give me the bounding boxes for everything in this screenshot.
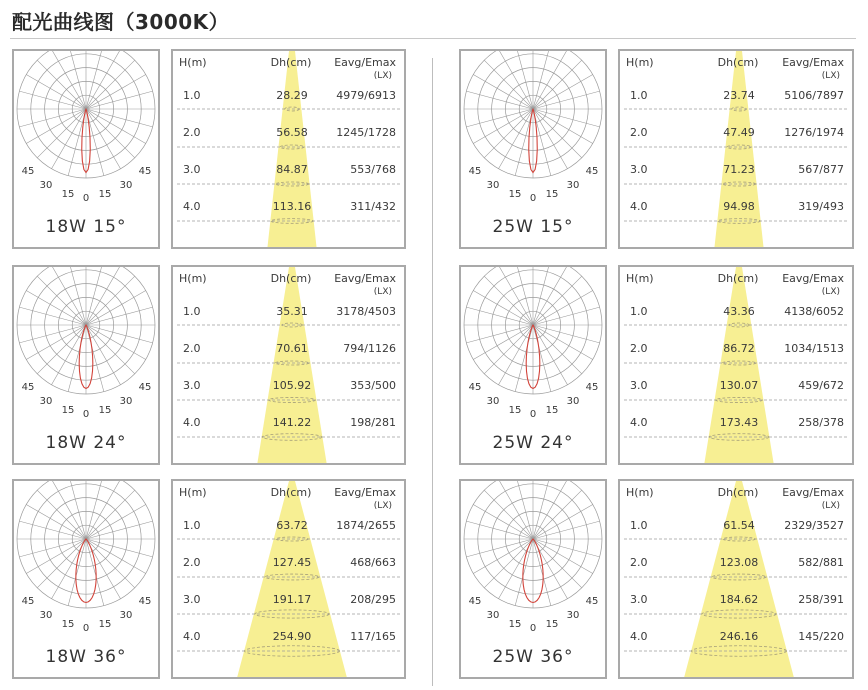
grid-spoke [26,291,86,326]
grid-spoke [533,75,593,110]
angle-label: 30 [39,180,53,191]
panel-caption: 18W 36° [45,647,127,667]
table-svg [173,51,404,247]
grid-spoke [533,60,582,109]
angle-label: 0 [82,193,90,204]
row-height: 1.0 [183,89,201,102]
row-height: 1.0 [630,89,648,102]
grid-spoke [484,490,533,539]
grid-spoke [533,276,582,325]
polar-grid [17,51,155,178]
angle-label: 45 [138,596,152,607]
row-illuminance: 5106/7897 [784,89,844,102]
grid-spoke [533,539,582,588]
grid-spoke [466,91,533,109]
row-diameter: 127.45 [272,556,312,569]
grid-spoke [86,109,153,127]
row-diameter: 86.72 [723,342,755,355]
grid-spoke [533,109,568,169]
row-diameter: 254.90 [272,630,312,643]
grid-spoke [484,276,533,325]
grid-spoke [86,75,146,110]
row-height: 2.0 [630,556,648,569]
angle-label: 0 [82,409,90,420]
table-svg [620,481,852,677]
row-diameter: 113.16 [272,200,312,213]
header-diameter: Dh(cm) [270,272,312,285]
row-illuminance: 582/881 [798,556,844,569]
row-illuminance: 145/220 [798,630,844,643]
row-illuminance: 208/295 [350,593,396,606]
grid-spoke [86,521,153,539]
angle-label: 45 [21,166,35,177]
table-svg [620,267,852,463]
grid-spoke [533,109,600,127]
row-illuminance: 2329/3527 [784,519,844,532]
angle-label: 15 [545,619,559,630]
row-diameter: 173.43 [719,416,759,429]
angle-label: 15 [98,189,112,200]
grid-spoke [86,109,135,158]
row-height: 3.0 [630,163,648,176]
row-height: 4.0 [630,630,648,643]
grid-spoke [473,539,533,574]
grid-spoke [37,276,86,325]
grid-spoke [484,109,533,158]
angle-label: 45 [21,382,35,393]
angle-label: 45 [468,596,482,607]
angle-label: 30 [486,180,500,191]
grid-spoke [533,291,593,326]
row-illuminance: 1245/1728 [336,126,396,139]
row-illuminance: 553/768 [350,163,396,176]
grid-spoke [499,109,534,169]
grid-spoke [19,539,86,557]
grid-spoke [466,539,533,557]
polar-grid [464,267,602,394]
grid-spoke [37,325,86,374]
grid-spoke [68,325,86,392]
angle-label: 30 [566,610,580,621]
polar-chart-18w-15 [12,49,160,249]
grid-spoke [86,109,121,169]
header-unit: (LX) [373,287,392,297]
panel-caption: 25W 15° [492,217,574,237]
header-unit: (LX) [821,71,840,81]
angle-label: 45 [585,382,599,393]
grid-spoke [533,109,582,158]
grid-spoke [86,109,146,144]
row-diameter: 35.31 [276,305,308,318]
polar-chart-25w-36 [459,479,607,679]
header-height: H(m) [626,56,654,69]
angle-label: 15 [98,619,112,630]
header-diameter: Dh(cm) [270,486,312,499]
polar-chart-25w-24 [459,265,607,465]
row-diameter: 47.49 [723,126,755,139]
row-height: 4.0 [183,416,201,429]
beam-table-25w-24 [618,265,854,465]
row-illuminance: 1276/1974 [784,126,844,139]
polar-grid [464,481,602,608]
polar-grid [17,481,155,608]
header-diameter: Dh(cm) [717,56,759,69]
grid-spoke [86,325,153,343]
grid-spoke [19,325,86,343]
angle-label: 0 [529,193,537,204]
grid-spoke [473,291,533,326]
row-height: 2.0 [183,556,201,569]
row-illuminance: 4979/6913 [336,89,396,102]
polar-chart-25w-15 [459,49,607,249]
row-diameter: 61.54 [723,519,755,532]
grid-spoke [86,539,135,588]
header-illuminance: Eavg/Emax [334,272,396,285]
header-diameter: Dh(cm) [270,56,312,69]
polar-chart-18w-36 [12,479,160,679]
angle-label: 45 [585,166,599,177]
panel-caption: 25W 24° [492,433,574,453]
grid-spoke [86,91,153,109]
grid-spoke [533,325,593,360]
row-diameter: 63.72 [276,519,308,532]
row-height: 4.0 [183,630,201,643]
panel-caption: 18W 24° [45,433,127,453]
row-illuminance: 319/493 [798,200,844,213]
row-illuminance: 311/432 [350,200,396,213]
grid-spoke [86,291,146,326]
header-unit: (LX) [373,501,392,511]
column-divider [432,58,433,686]
row-height: 2.0 [183,342,201,355]
row-diameter: 246.16 [719,630,759,643]
header-height: H(m) [626,272,654,285]
grid-spoke [26,505,86,540]
grid-spoke [86,325,104,392]
row-height: 2.0 [183,126,201,139]
angle-label: 0 [529,409,537,420]
grid-spoke [86,60,135,109]
table-svg [173,481,404,677]
header-height: H(m) [179,56,207,69]
row-illuminance: 117/165 [350,630,396,643]
grid-spoke [86,325,135,374]
header-diameter: Dh(cm) [717,486,759,499]
grid-spoke [52,109,87,169]
angle-label: 30 [119,396,133,407]
polar-grid [17,267,155,394]
angle-label: 15 [545,405,559,416]
grid-spoke [533,109,593,144]
grid-spoke [515,325,533,392]
grid-spoke [37,539,86,588]
angle-label: 15 [508,619,522,630]
beam-table-18w-36 [171,479,406,679]
row-illuminance: 4138/6052 [784,305,844,318]
grid-spoke [26,75,86,110]
row-illuminance: 1874/2655 [336,519,396,532]
angle-label: 30 [566,180,580,191]
grid-spoke [533,91,600,109]
table-svg [173,267,404,463]
angle-label: 15 [508,189,522,200]
grid-spoke [533,325,600,343]
grid-spoke [26,539,86,574]
angle-label: 15 [545,189,559,200]
beam-table-18w-15 [171,49,406,249]
grid-spoke [515,539,533,606]
grid-spoke [533,539,593,574]
header-height: H(m) [626,486,654,499]
header-illuminance: Eavg/Emax [782,486,844,499]
grid-spoke [37,60,86,109]
row-height: 2.0 [630,126,648,139]
header-illuminance: Eavg/Emax [782,272,844,285]
grid-spoke [533,325,551,392]
row-diameter: 105.92 [272,379,312,392]
header-unit: (LX) [821,287,840,297]
grid-spoke [37,490,86,539]
grid-spoke [466,109,533,127]
beam-table-25w-36 [618,479,854,679]
grid-spoke [19,109,86,127]
grid-spoke [484,325,533,374]
grid-spoke [466,521,533,539]
row-height: 4.0 [630,416,648,429]
row-illuminance: 794/1126 [343,342,396,355]
row-diameter: 94.98 [723,200,755,213]
grid-spoke [533,490,582,539]
angle-label: 45 [468,166,482,177]
header-illuminance: Eavg/Emax [782,56,844,69]
angle-label: 45 [468,382,482,393]
row-diameter: 28.29 [276,89,308,102]
row-illuminance: 459/672 [798,379,844,392]
grid-spoke [86,325,121,385]
grid-spoke [86,325,146,360]
polar-grid [464,51,602,178]
header-unit: (LX) [373,71,392,81]
grid-spoke [499,325,534,385]
row-diameter: 23.74 [723,89,755,102]
row-height: 3.0 [183,593,201,606]
angle-label: 15 [61,405,75,416]
grid-spoke [484,60,533,109]
row-height: 3.0 [183,379,201,392]
angle-label: 0 [529,623,537,634]
row-diameter: 191.17 [272,593,312,606]
beam-table-25w-15 [618,49,854,249]
grid-spoke [533,505,593,540]
angle-label: 30 [39,610,53,621]
panel-caption: 25W 36° [492,647,574,667]
beam-table-18w-24 [171,265,406,465]
grid-spoke [86,505,146,540]
grid-spoke [86,276,135,325]
grid-spoke [473,505,533,540]
grid-spoke [68,539,86,606]
angle-label: 45 [21,596,35,607]
grid-spoke [86,490,135,539]
grid-spoke [473,109,533,144]
polar-chart-18w-24 [12,265,160,465]
row-illuminance: 258/378 [798,416,844,429]
angle-label: 45 [585,596,599,607]
grid-spoke [19,307,86,325]
row-diameter: 141.22 [272,416,312,429]
row-illuminance: 353/500 [350,379,396,392]
angle-label: 15 [508,405,522,416]
row-diameter: 43.36 [723,305,755,318]
grid-spoke [533,521,600,539]
row-diameter: 184.62 [719,593,759,606]
grid-spoke [533,307,600,325]
row-illuminance: 3178/4503 [336,305,396,318]
angle-label: 30 [486,396,500,407]
row-height: 3.0 [630,379,648,392]
panel-caption: 18W 15° [45,217,127,237]
page-title: 配光曲线图（3000K） [12,10,230,34]
header-illuminance: Eavg/Emax [334,56,396,69]
grid-spoke [52,325,87,385]
header-height: H(m) [179,486,207,499]
row-height: 4.0 [630,200,648,213]
table-svg [620,51,852,247]
angle-label: 30 [486,610,500,621]
grid-spoke [19,91,86,109]
grid-spoke [86,539,104,606]
grid-spoke [533,539,551,606]
grid-spoke [37,109,86,158]
row-diameter: 56.58 [276,126,308,139]
row-height: 1.0 [630,519,648,532]
header-illuminance: Eavg/Emax [334,486,396,499]
grid-spoke [26,109,86,144]
header-unit: (LX) [821,501,840,511]
title-divider [10,38,856,39]
row-diameter: 130.07 [719,379,759,392]
grid-spoke [86,307,153,325]
angle-label: 30 [119,180,133,191]
row-illuminance: 258/391 [798,593,844,606]
row-diameter: 84.87 [276,163,308,176]
header-height: H(m) [179,272,207,285]
grid-spoke [533,325,582,374]
row-height: 3.0 [630,593,648,606]
grid-spoke [86,539,146,574]
angle-label: 45 [138,382,152,393]
grid-spoke [533,539,600,557]
row-illuminance: 1034/1513 [784,342,844,355]
row-height: 3.0 [183,163,201,176]
grid-spoke [86,539,153,557]
grid-spoke [19,521,86,539]
angle-label: 30 [39,396,53,407]
row-height: 1.0 [183,305,201,318]
angle-label: 0 [82,623,90,634]
angle-label: 15 [61,619,75,630]
header-diameter: Dh(cm) [717,272,759,285]
row-height: 1.0 [630,305,648,318]
angle-label: 45 [138,166,152,177]
row-diameter: 123.08 [719,556,759,569]
angle-label: 15 [98,405,112,416]
grid-spoke [466,325,533,343]
row-height: 4.0 [183,200,201,213]
grid-spoke [484,539,533,588]
row-illuminance: 567/877 [798,163,844,176]
grid-spoke [533,325,568,385]
grid-spoke [473,75,533,110]
angle-label: 15 [61,189,75,200]
grid-spoke [466,307,533,325]
angle-label: 30 [119,610,133,621]
row-diameter: 70.61 [276,342,308,355]
row-height: 1.0 [183,519,201,532]
row-diameter: 71.23 [723,163,755,176]
grid-spoke [473,325,533,360]
row-height: 2.0 [630,342,648,355]
row-illuminance: 468/663 [350,556,396,569]
angle-label: 30 [566,396,580,407]
grid-spoke [26,325,86,360]
row-illuminance: 198/281 [350,416,396,429]
